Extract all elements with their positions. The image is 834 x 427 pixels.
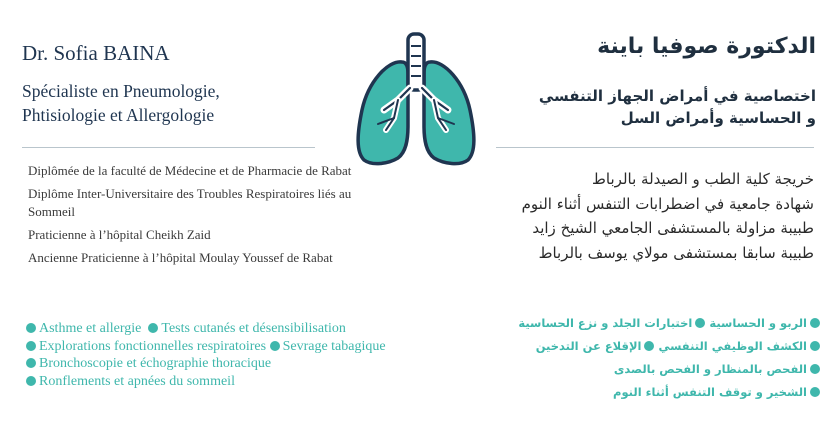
service-fr-row	[26, 320, 466, 338]
diploma-fr-item: Diplôme Inter-Universitaire des Troubles Respiratoires liés au Sommeil	[28, 186, 352, 219]
lungs-icon	[350, 30, 482, 170]
bullet-dot-icon	[26, 358, 36, 368]
service-ar-item: الشخير و توقف التنفس أثناء النوم	[613, 385, 807, 399]
diploma-fr-item: Diplômée de la faculté de Médecine et de Pharmacie de Rabat	[28, 163, 352, 178]
service-ar-item: الإقلاع عن التدخين	[535, 339, 642, 353]
specialty-fr-line2: Phtisiologie et Allergologie	[22, 105, 215, 125]
bullet-dot-icon	[26, 376, 36, 386]
service-fr-row	[26, 373, 466, 391]
bullet-dot-icon	[644, 341, 654, 351]
diplomas-fr	[28, 162, 398, 272]
service-ar-item: الربو و الحساسية	[709, 316, 807, 330]
service-ar-item: الفحص بالمنظار و الفحص بالصدى	[613, 362, 807, 376]
services-fr	[26, 320, 466, 390]
service-ar-row	[500, 313, 820, 336]
diploma-fr-item: Praticienne à l’hôpital Cheikh Zaid	[28, 227, 211, 242]
bullet-dot-icon	[810, 341, 820, 351]
specialty-fr-line1: Spécialiste en Pneumologie,	[22, 81, 220, 101]
diploma-ar-item: طبيبة سابقا بمستشفى مولاي يوسف بالرباط	[538, 243, 814, 262]
doctor-name-fr: Dr. Sofia BAINA	[22, 41, 170, 65]
service-fr-item: Bronchoscopie et échographie thoracique	[39, 356, 272, 371]
bullet-dot-icon	[695, 318, 705, 328]
diploma-ar-item: طبيبة مزاولة بالمستشفى الجامعي الشيخ زايد	[532, 219, 814, 237]
diplomas-ar	[484, 167, 814, 265]
diploma-ar-item: شهادة جامعية في اضطرابات التنفس أثناء النوم	[521, 194, 814, 213]
service-ar-row	[500, 359, 820, 382]
divider-right	[496, 147, 814, 148]
service-fr-item: Explorations fonctionnelles respiratoires	[39, 338, 267, 354]
specialty-ar-line1: اختصاصية في أمراض الجهاز التنفسي	[538, 87, 816, 105]
bullet-dot-icon	[148, 323, 158, 333]
services-ar	[500, 313, 820, 405]
bullet-dot-icon	[810, 318, 820, 328]
diploma-ar-item: خريجة كلية الطب و الصيدلة بالرباط	[592, 170, 814, 188]
service-fr-item: Sevrage tabagique	[282, 338, 386, 354]
specialty-ar	[539, 85, 816, 129]
service-fr-item: Asthme et allergie	[39, 321, 142, 336]
bullet-dot-icon	[26, 341, 36, 351]
bullet-dot-icon	[270, 341, 280, 351]
service-fr-item: Tests cutanés et désensibilisation	[161, 321, 346, 336]
diploma-fr-item: Ancienne Praticienne à l’hôpital Moulay Youssef de Rabat	[28, 250, 333, 265]
service-ar-item: الكشف الوظيفي التنفسي	[658, 339, 807, 353]
bullet-dot-icon	[26, 323, 36, 333]
service-ar-row	[500, 336, 820, 359]
doctor-name-ar: الدكتورة صوفيا باينة	[597, 34, 816, 59]
service-ar-row	[500, 382, 820, 405]
service-fr-item: Ronflements et apnées du sommeil	[39, 373, 235, 389]
specialty-ar-line2: و الحساسية وأمراض السل	[620, 109, 816, 127]
bullet-dot-icon	[810, 364, 820, 374]
divider-left	[22, 147, 315, 148]
specialty-fr	[22, 79, 220, 127]
service-fr-row	[26, 338, 466, 356]
service-fr-row	[26, 355, 466, 373]
service-ar-item: اختبارات الجلد و نزع الحساسية	[518, 316, 693, 330]
bullet-dot-icon	[810, 387, 820, 397]
